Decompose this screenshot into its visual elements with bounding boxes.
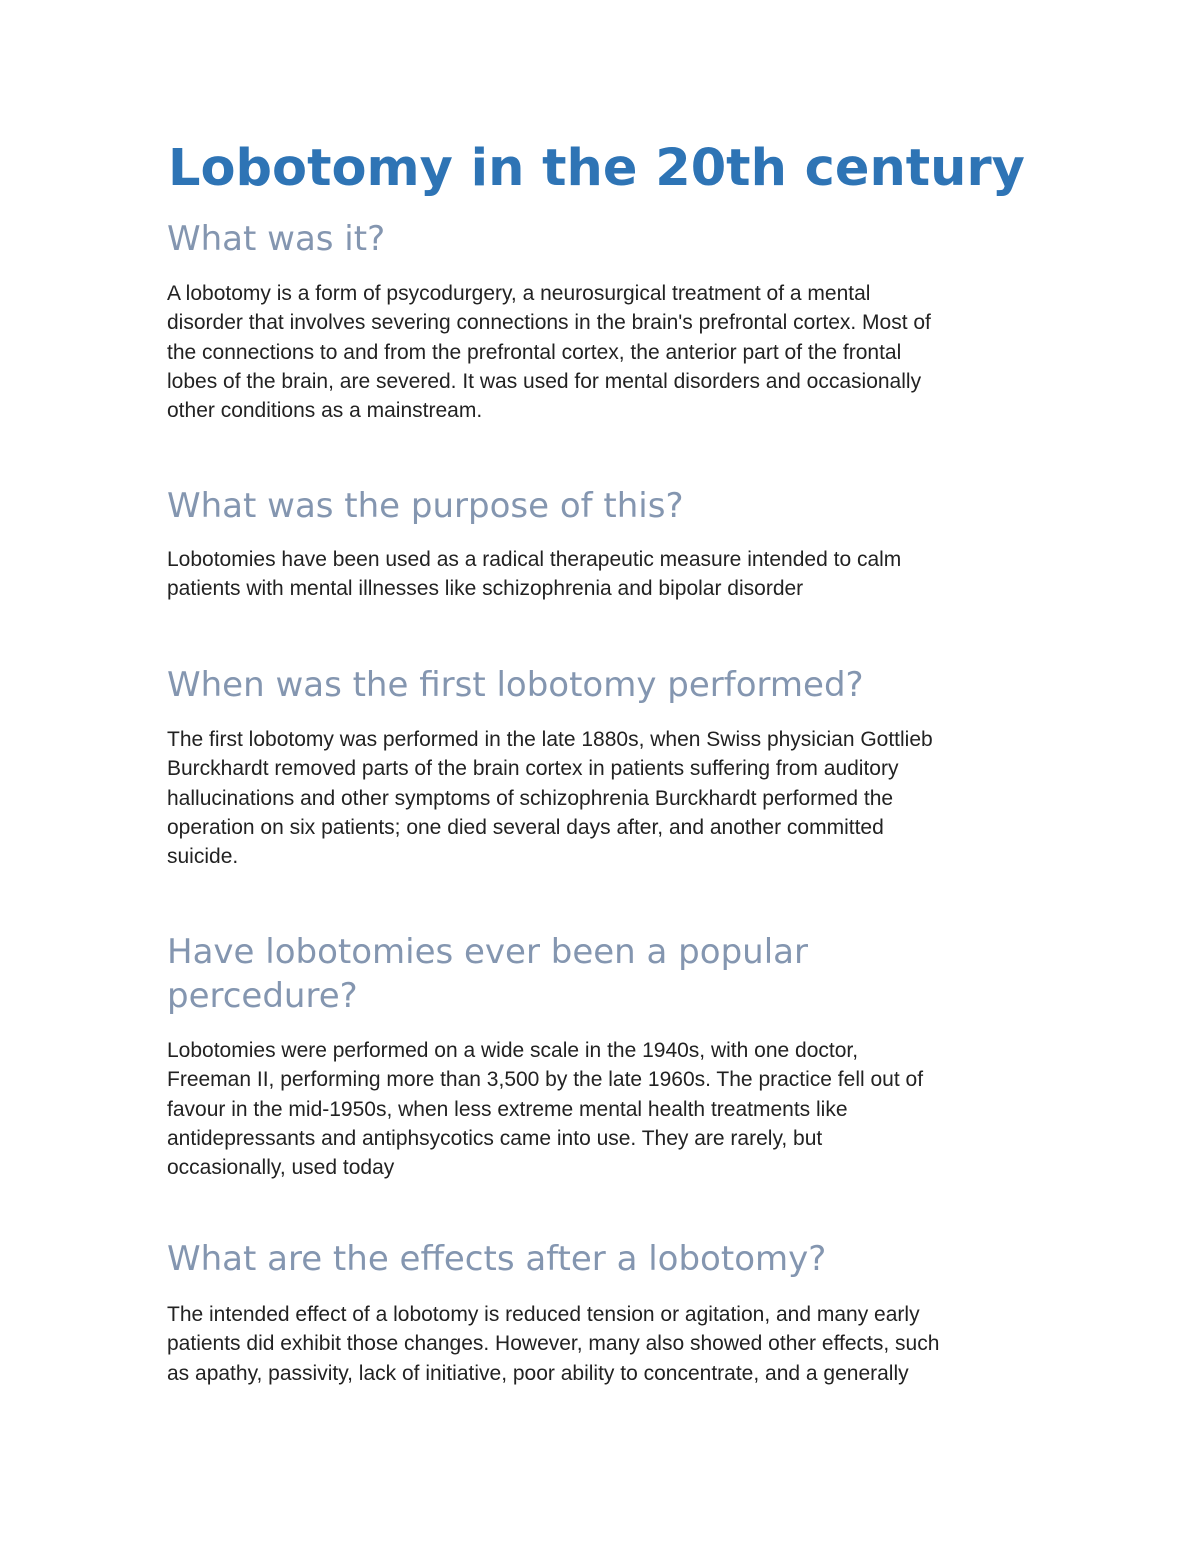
paragraph-line: occasionally, used today [167, 1156, 395, 1180]
paragraph-line: favour in the mid-1950s, when less extreme mental health treatments like [167, 1097, 848, 1121]
paragraph-line: patients did exhibit those changes. However, many also showed other effects, such [167, 1332, 940, 1356]
section-heading-purpose: What was the purpose of this? [167, 486, 684, 526]
document-title: Lobotomy in the 20th century [168, 139, 1025, 198]
paragraph-line: other conditions as a mainstream. [167, 399, 483, 423]
section-paragraph-effects [167, 1300, 1047, 1388]
paragraph-line: disorder that involves severing connections in the brain's prefrontal cortex. Most of [167, 311, 931, 335]
paragraph-line: suicide. [167, 845, 239, 869]
section-paragraph-purpose [167, 545, 1047, 604]
paragraph-line: hallucinations and other symptoms of schizophrenia Burckhardt performed the [167, 786, 894, 810]
paragraph-line: Lobotomies have been used as a radical therapeutic measure intended to calm [167, 548, 902, 571]
paragraph-line: as apathy, passivity, lack of initiative, poor ability to concentrate, and a generally [167, 1361, 909, 1385]
section-heading-effects: What are the effects after a lobotomy? [167, 1239, 827, 1279]
heading-line: Have lobotomies ever been a popular [167, 932, 808, 972]
section-heading-first-lobotomy: When was the first lobotomy performed? [167, 665, 864, 705]
paragraph-line: A lobotomy is a form of psycodurgery, a neurosurgical treatment of a mental [167, 282, 871, 305]
paragraph-line: antidepressants and antiphsycotics came into use. They are rarely, but [167, 1126, 823, 1150]
section-heading-popularity [167, 930, 1047, 1018]
section-heading-what-was-it: What was it? [167, 219, 386, 259]
section-paragraph-popularity [167, 1036, 1047, 1182]
paragraph-line: Burckhardt removed parts of the brain cortex in patients suffering from auditory [167, 757, 899, 781]
paragraph-line: Freeman II, performing more than 3,500 by the late 1960s. The practice fell out of [167, 1068, 924, 1092]
paragraph-line: The first lobotomy was performed in the late 1880s, when Swiss physician Gottlieb [167, 728, 933, 751]
paragraph-line: The intended effect of a lobotomy is reduced tension or agitation, and many early [167, 1303, 920, 1326]
section-paragraph-first-lobotomy [167, 725, 1047, 871]
paragraph-line: patients with mental illnesses like schizophrenia and bipolar disorder [167, 577, 804, 601]
paragraph-line: the connections to and from the prefrontal cortex, the anterior part of the frontal [167, 340, 902, 364]
paragraph-line: operation on six patients; one died several days after, and another committed [167, 815, 884, 839]
paragraph-line: Lobotomies were performed on a wide scale in the 1940s, with one doctor, [167, 1039, 859, 1062]
paragraph-line: lobes of the brain, are severed. It was used for mental disorders and occasionally [167, 369, 922, 393]
heading-line: percedure? [167, 976, 358, 1016]
section-paragraph-what-was-it [167, 279, 1047, 425]
